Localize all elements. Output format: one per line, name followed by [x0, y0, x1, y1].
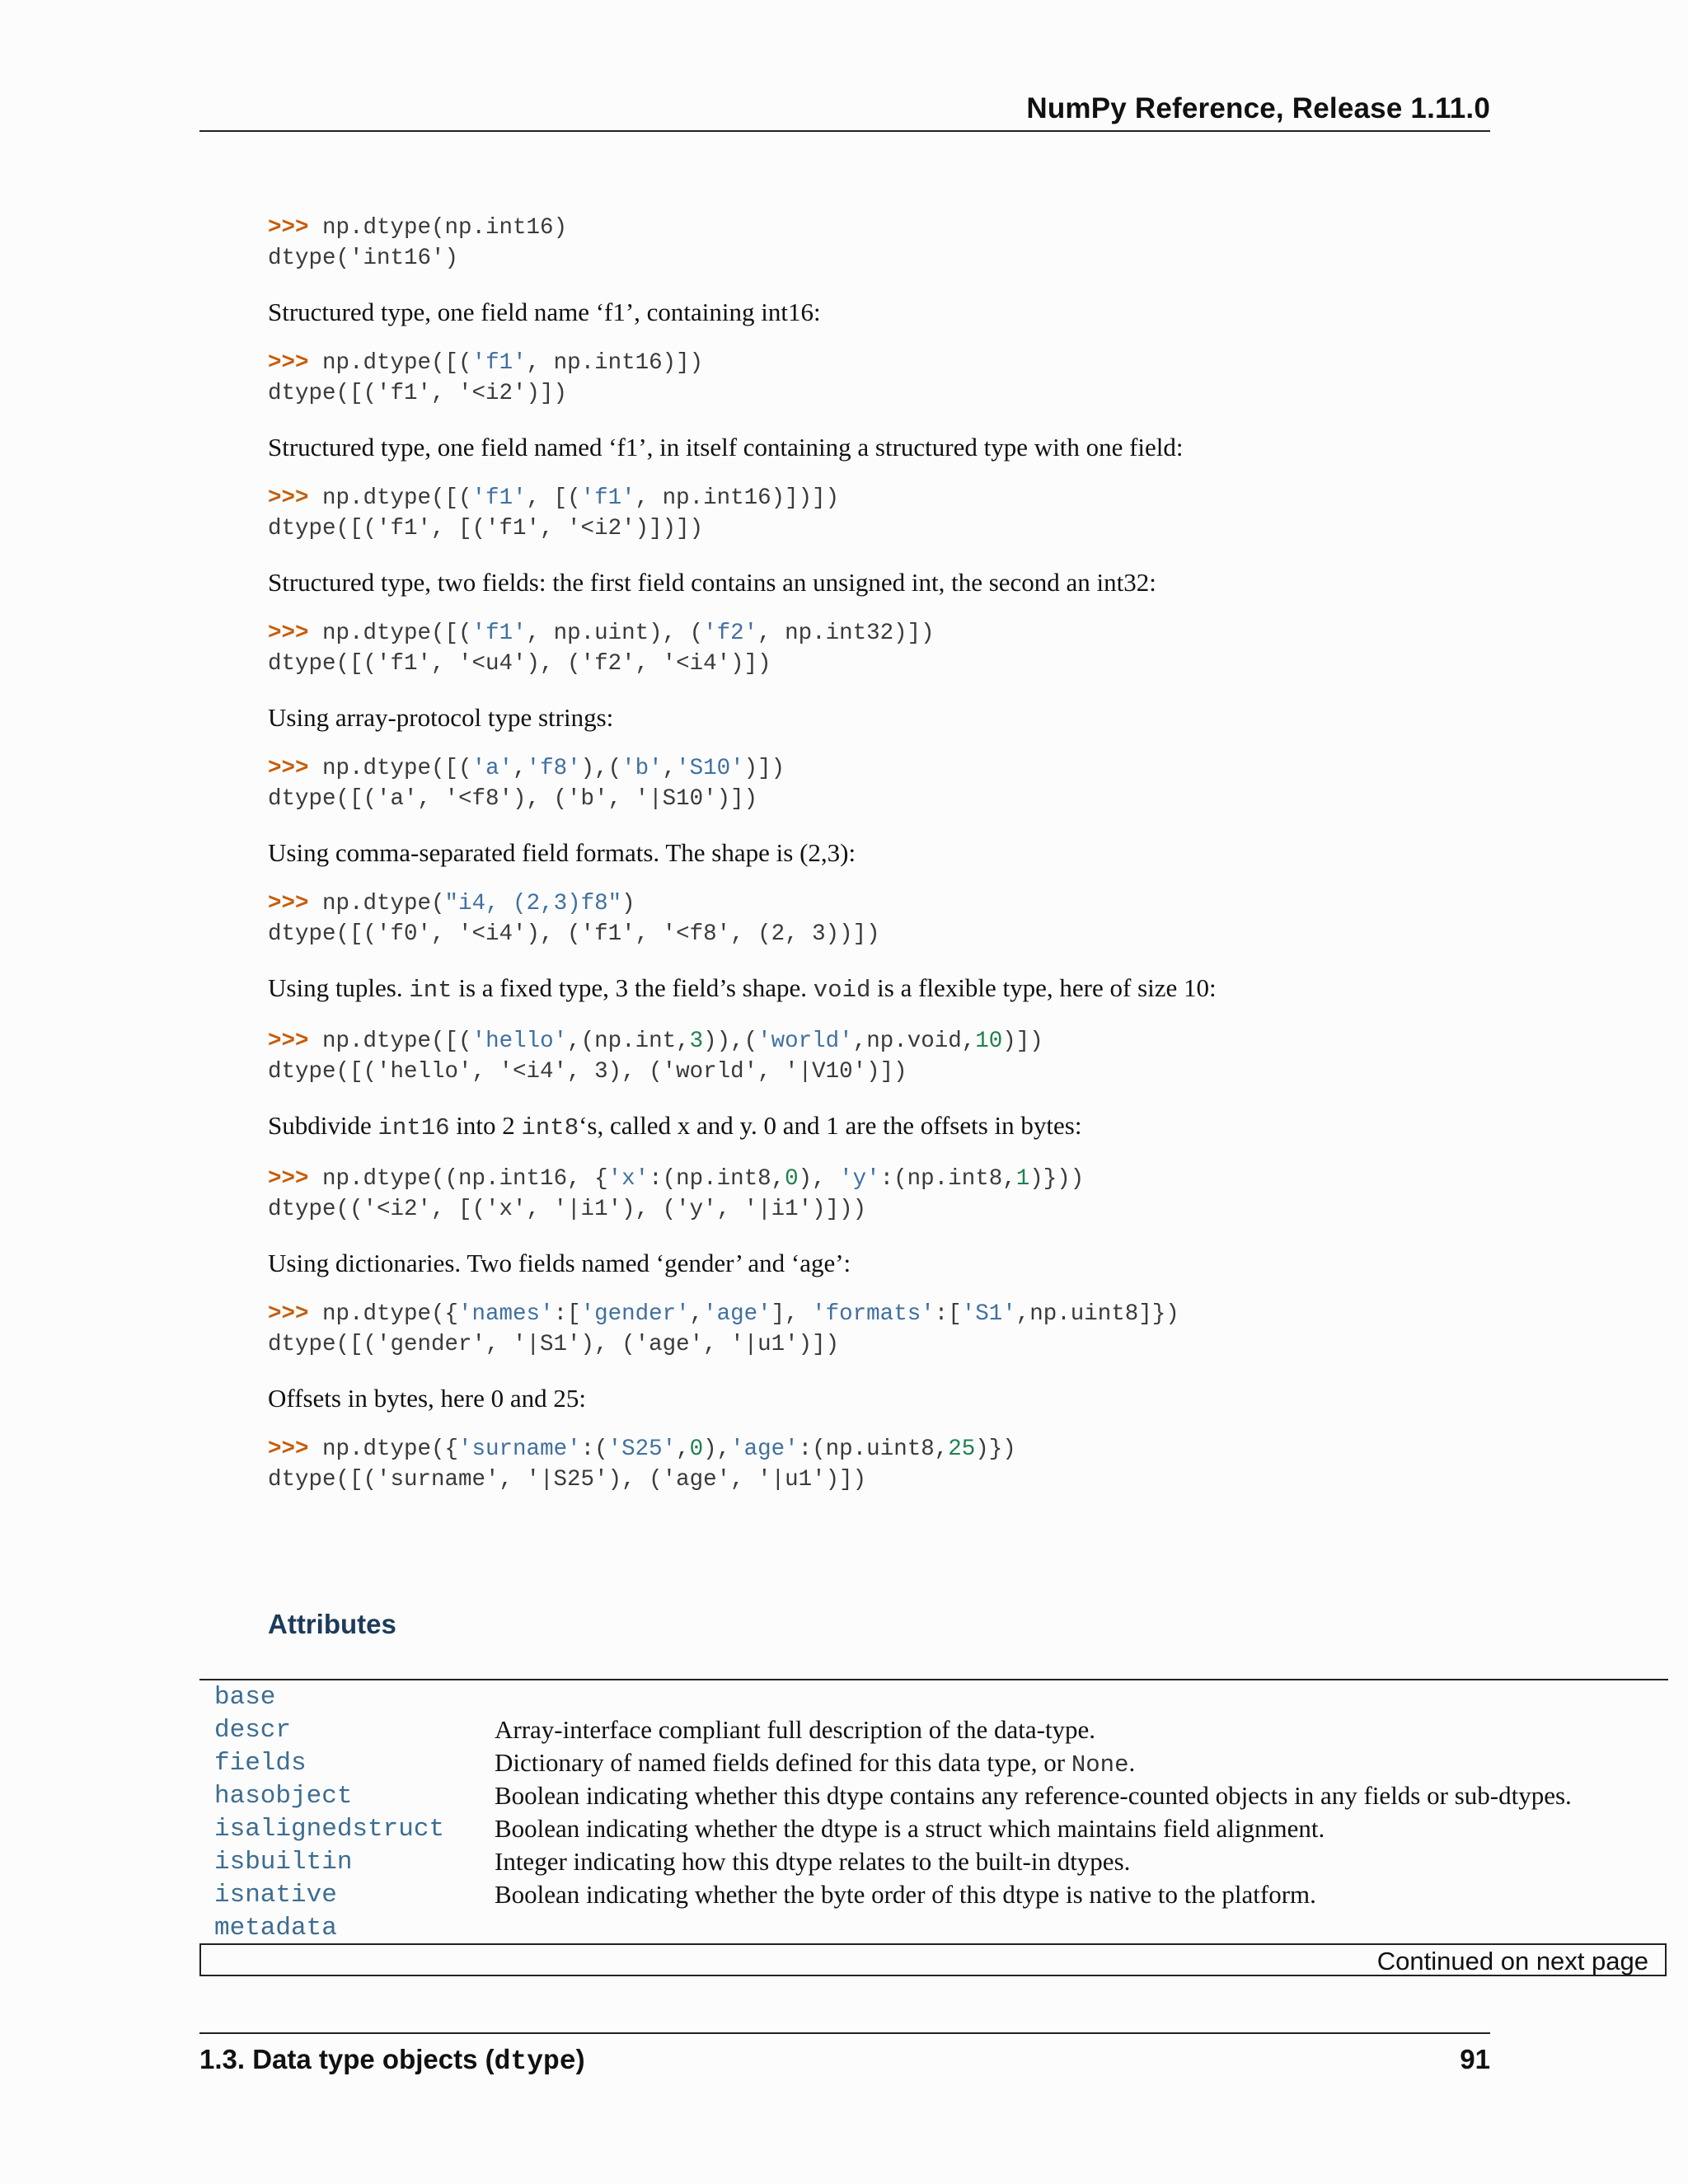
code-example: [268, 1164, 1620, 1225]
code-line: [268, 1434, 1620, 1465]
code-token: "i4, (2,3)f8": [444, 891, 622, 916]
code-token: 'y': [839, 1166, 880, 1192]
code-token: np.dtype([(: [308, 350, 472, 376]
code-line: [268, 483, 1620, 513]
code-token: 'f1': [471, 350, 527, 376]
paragraph: [268, 1247, 1620, 1280]
page-header-title: NumPy Reference, Release 1.11.0: [1026, 92, 1490, 124]
code-line: [268, 1329, 1620, 1360]
code-line: [268, 513, 1620, 544]
code-prompt: >>>: [268, 1029, 309, 1054]
text-run: Integer indicating how this dtype relates to the built-in dtypes.: [495, 1847, 1131, 1876]
text-run: Array-interface compliant full description of the data-type.: [495, 1715, 1096, 1744]
attribute-description: [495, 1748, 1135, 1779]
code-token: dtype([('surname', '|S25'), ('age', '|u1')]): [268, 1467, 867, 1493]
text-run: Structured type, two fields: the first field contains an unsigned int, the second an int32:: [268, 568, 1156, 597]
attribute-link-hasobject[interactable]: hasobject: [214, 1781, 353, 1811]
text-run: Dictionary of named fields defined for this data type, or: [495, 1747, 1071, 1777]
attributes-heading: Attributes: [268, 1609, 396, 1639]
text-run: Boolean indicating whether the dtype is a struct which maintains field alignment.: [495, 1814, 1325, 1843]
paragraph: [268, 566, 1620, 599]
table-row: [199, 1878, 1668, 1911]
footer-section-title: [199, 2044, 585, 2077]
attribute-link-metadata[interactable]: metadata: [214, 1913, 337, 1943]
code-token: )),(: [703, 1029, 758, 1054]
code-token: :(np.uint8,: [798, 1436, 949, 1462]
header-rule: [199, 130, 1490, 132]
code-token: :(np.int8,: [649, 1166, 785, 1192]
code-token: dtype([('f0', '<i4'), ('f1', '<f8', (2, 3))]): [268, 921, 880, 947]
code-token: dtype([('gender', '|S1'), ('age', '|u1')]): [268, 1332, 840, 1357]
attribute-link-isbuiltin[interactable]: isbuiltin: [214, 1847, 353, 1877]
footer-section-suffix: ): [575, 2044, 585, 2074]
code-example: [268, 483, 1620, 544]
code-token: np.dtype([(: [308, 485, 472, 511]
code-token: , [(: [526, 485, 581, 511]
code-line: [268, 378, 1620, 409]
paragraph: [268, 431, 1620, 464]
code-line: [268, 919, 1620, 949]
inline-code: void: [813, 977, 871, 1004]
footer-section-code: dtype: [494, 2046, 576, 2077]
text-run: into 2: [449, 1111, 522, 1140]
code-token: 'S1': [961, 1301, 1016, 1327]
code-token: dtype([('f1', '<i2')]): [268, 381, 568, 406]
code-token: np.dtype({: [308, 1301, 459, 1327]
code-token: 3: [689, 1029, 704, 1054]
code-token: dtype('int16'): [268, 246, 459, 271]
code-line: [268, 618, 1620, 649]
attribute-description: [495, 1781, 1572, 1811]
code-example: [268, 348, 1620, 409]
code-line: [268, 1026, 1620, 1057]
code-line: [268, 348, 1620, 378]
footer-rule: [199, 2032, 1490, 2034]
text-run: Structured type, one field name ‘f1’, containing int16:: [268, 298, 821, 326]
code-token: ),(: [580, 756, 622, 781]
code-token: ],: [771, 1301, 813, 1327]
code-prompt: >>>: [268, 215, 309, 241]
code-token: )]): [1002, 1029, 1043, 1054]
attribute-description: [495, 1847, 1130, 1877]
paragraph: [268, 296, 1620, 329]
code-token: , np.int16)]): [526, 350, 704, 376]
code-token: )]): [743, 756, 785, 781]
attribute-link-base[interactable]: base: [214, 1682, 276, 1712]
code-prompt: >>>: [268, 891, 309, 916]
text-run: is a flexible type, here of size 10:: [870, 973, 1217, 1002]
code-token: np.dtype((np.int16, {: [308, 1166, 608, 1192]
code-line: [268, 243, 1620, 274]
code-token: :(np.int8,: [879, 1166, 1016, 1192]
paragraph: [268, 1382, 1620, 1415]
code-token: 'formats': [812, 1301, 935, 1327]
code-token: dtype([('f1', [('f1', '<i2')])]): [268, 516, 704, 541]
code-token: ,: [689, 1301, 704, 1327]
code-token: ): [621, 891, 635, 916]
table-row: [199, 1713, 1668, 1746]
code-token: np.dtype([(: [308, 756, 472, 781]
code-line: [268, 1194, 1620, 1225]
code-token: dtype([('hello', '<i4', 3), ('world', '|V10')]): [268, 1059, 907, 1085]
code-example: [268, 888, 1620, 949]
code-line: [268, 213, 1620, 243]
code-token: 'f8': [526, 756, 581, 781]
code-token: 'world': [757, 1029, 853, 1054]
code-token: dtype([('a', '<f8'), ('b', '|S10')]): [268, 786, 758, 812]
code-token: 'S10': [676, 756, 744, 781]
table-row: [199, 1680, 1668, 1713]
text-run: Subdivide: [268, 1111, 378, 1140]
code-token: 'x': [607, 1166, 649, 1192]
paragraph: [268, 1109, 1620, 1145]
code-token: ,: [513, 756, 527, 781]
code-token: ,np.void,: [852, 1029, 976, 1054]
code-token: ,: [662, 756, 677, 781]
paragraph: [268, 701, 1620, 734]
text-run: ‘s, called x and y. 0 and 1 are the offsets in bytes:: [579, 1111, 1082, 1140]
code-token: ),: [798, 1166, 840, 1192]
attribute-description: [495, 1880, 1316, 1910]
text-run: Offsets in bytes, here 0 and 25:: [268, 1384, 586, 1413]
code-example: [268, 1434, 1620, 1495]
code-line: [268, 649, 1620, 679]
text-run: Using dictionaries. Two fields named ‘gender’ and ‘age’:: [268, 1249, 851, 1277]
table-row: [199, 1779, 1668, 1812]
code-token: 'f2': [703, 621, 758, 646]
code-token: 'age': [703, 1301, 771, 1327]
text-run: is a fixed type, 3 the field’s shape.: [452, 973, 814, 1002]
attributes-table: [199, 1679, 1668, 1944]
code-token: 'hello': [471, 1029, 568, 1054]
attribute-link-isalignedstruct[interactable]: isalignedstruct: [214, 1814, 445, 1844]
table-row: [199, 1746, 1668, 1779]
page-number: 91: [1460, 2044, 1490, 2074]
code-token: 'age': [730, 1436, 799, 1462]
code-prompt: >>>: [268, 350, 309, 376]
table-row: [199, 1845, 1668, 1878]
attribute-link-descr[interactable]: descr: [214, 1715, 292, 1745]
code-token: 10: [975, 1029, 1003, 1054]
code-token: 'a': [471, 756, 513, 781]
text-run: .: [1128, 1747, 1136, 1777]
table-row: [199, 1812, 1668, 1845]
code-example: [268, 1026, 1620, 1087]
code-line: [268, 1465, 1620, 1495]
code-prompt: >>>: [268, 1301, 309, 1327]
code-token: , np.int16)])]): [635, 485, 840, 511]
code-token: , np.int32)]): [757, 621, 935, 646]
attribute-description: [495, 1715, 1095, 1745]
inline-code: int8: [521, 1114, 579, 1141]
code-line: [268, 1299, 1620, 1329]
code-prompt: >>>: [268, 756, 309, 781]
code-line: [268, 888, 1620, 919]
text-run: Structured type, one field named ‘f1’, in itself containing a structured type with one field:: [268, 433, 1184, 462]
text-run: Boolean indicating whether this dtype contains any reference-counted objects in any fields or sub-dtypes.: [495, 1781, 1572, 1810]
code-token: 'surname': [458, 1436, 581, 1462]
paragraph: [268, 837, 1620, 869]
code-line: [268, 784, 1620, 814]
code-line: [268, 753, 1620, 784]
attribute-description: [495, 1814, 1325, 1844]
inline-code: int: [409, 977, 452, 1004]
code-token: dtype(('<i2', [('x', '|i1'), ('y', '|i1')])): [268, 1197, 867, 1222]
code-example: [268, 1299, 1620, 1360]
code-token: np.dtype([(: [308, 621, 472, 646]
continued-notice: Continued on next page: [199, 1943, 1667, 1976]
code-token: np.dtype(: [308, 891, 445, 916]
code-example: [268, 618, 1620, 679]
code-token: 'f1': [471, 485, 527, 511]
code-token: 0: [689, 1436, 704, 1462]
inline-code: None: [1071, 1750, 1129, 1779]
code-token: 'gender': [580, 1301, 690, 1327]
code-token: 'names': [458, 1301, 554, 1327]
code-token: :[: [553, 1301, 581, 1327]
code-token: np.dtype({: [308, 1436, 459, 1462]
code-example: [268, 213, 1620, 274]
code-token: ,(np.int,: [567, 1029, 690, 1054]
code-token: )}): [975, 1436, 1016, 1462]
code-token: dtype([('f1', '<u4'), ('f2', '<i4')]): [268, 651, 771, 677]
code-token: 1: [1015, 1166, 1030, 1192]
code-token: , np.uint), (: [526, 621, 704, 646]
paragraph: [268, 972, 1620, 1007]
text-run: Boolean indicating whether the byte order of this dtype is native to the platform.: [495, 1880, 1316, 1909]
footer-section-prefix: 1.3. Data type objects (: [199, 2044, 495, 2074]
code-prompt: >>>: [268, 1166, 309, 1192]
code-token: 'f1': [471, 621, 527, 646]
code-token: ,: [676, 1436, 690, 1462]
code-line: [268, 1164, 1620, 1194]
code-token: np.dtype([(: [308, 1029, 472, 1054]
code-token: 'S25': [607, 1436, 677, 1462]
code-token: 0: [785, 1166, 799, 1192]
code-token: 'f1': [580, 485, 635, 511]
code-token: 25: [948, 1436, 976, 1462]
code-prompt: >>>: [268, 1436, 309, 1462]
main-content: [268, 213, 1620, 1495]
text-run: Using tuples.: [268, 973, 410, 1002]
code-example: [268, 753, 1620, 814]
text-run: Using array-protocol type strings:: [268, 703, 614, 732]
attribute-link-fields[interactable]: fields: [214, 1748, 307, 1778]
inline-code: int16: [377, 1114, 450, 1141]
code-token: ,np.uint8]}): [1015, 1301, 1179, 1327]
code-prompt: >>>: [268, 621, 309, 646]
code-line: [268, 1057, 1620, 1087]
code-token: np.dtype(np.int16): [308, 215, 568, 241]
code-token: 'b': [621, 756, 663, 781]
code-token: :[: [934, 1301, 962, 1327]
code-token: ),: [703, 1436, 731, 1462]
code-token: )})): [1029, 1166, 1085, 1192]
code-prompt: >>>: [268, 485, 309, 511]
text-run: Using comma-separated field formats. The shape is (2,3):: [268, 838, 856, 867]
table-row: [199, 1911, 1668, 1944]
attribute-link-isnative[interactable]: isnative: [214, 1880, 337, 1910]
code-token: :(: [580, 1436, 608, 1462]
